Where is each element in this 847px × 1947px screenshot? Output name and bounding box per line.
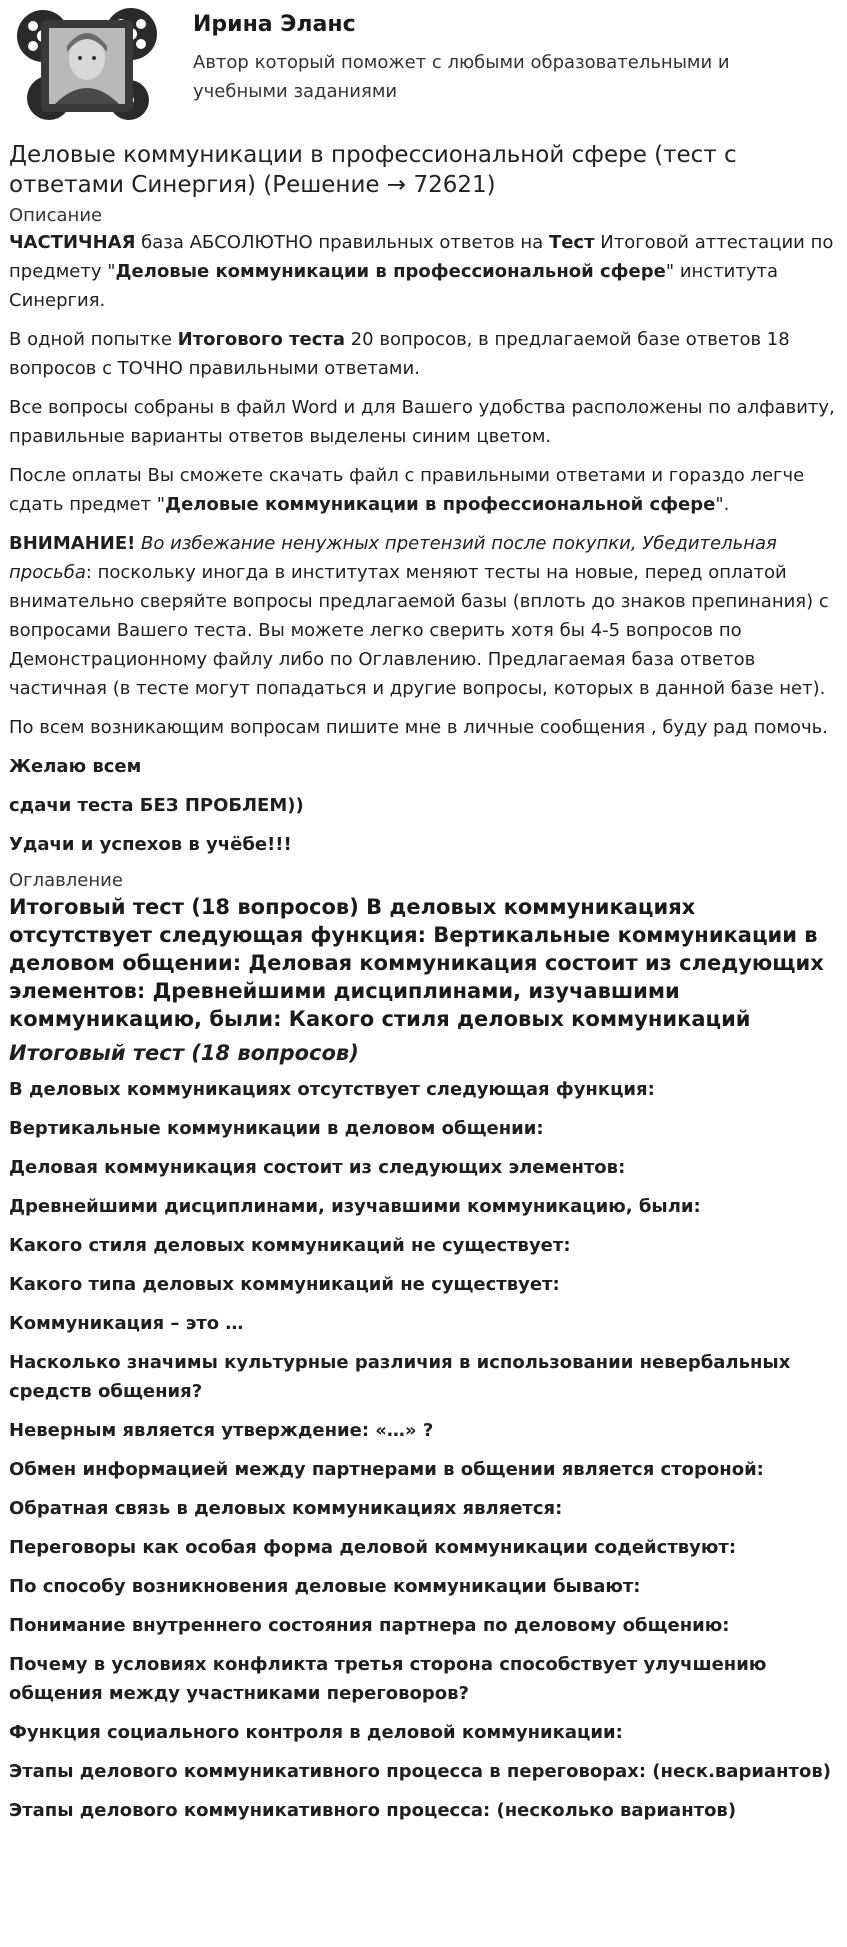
page-title: Деловые коммуникации в профессиональной сфере (тест с ответами Синергия) (Решение → 72621) [9, 142, 737, 198]
toc-question: По способу возникновения деловые коммуникации бывают: [9, 1576, 641, 1597]
description-p5-italic: Во избежание ненужных претензий после покупки, Убедительная просьба [9, 533, 777, 583]
description-p1-strong-c: Тест [548, 232, 595, 253]
description-p2-strong-b: Итогового теста [177, 329, 345, 350]
description-p1-text-f: " института Синергия. [9, 261, 779, 311]
description-p5-warning: ВНИМАНИЕ! [9, 533, 136, 554]
toc-question: Древнейшими дисциплинами, изучавшими коммуникацию, были: [9, 1196, 701, 1217]
description-p2-text-a: В одной попытке [9, 329, 178, 350]
author-block [9, 0, 838, 140]
toc-question: В деловых коммуникациях отсутствует следующая функция: [9, 1079, 655, 1100]
description-p2-text-c: 20 вопросов, в предлагаемой базе ответов 18 вопросов с ТОЧНО правильными ответами. [9, 329, 790, 379]
toc-question: Насколько значимы культурные различия в использовании невербальных средств общения? [9, 1352, 791, 1402]
toc-question: Переговоры как особая форма деловой коммуникации содействуют: [9, 1537, 737, 1558]
author-name[interactable]: Ирина Эланс [193, 12, 356, 37]
toc-question: Этапы делового коммуникативного процесса: (несколько вариантов) [9, 1800, 737, 1821]
description-paragraph-1 [9, 228, 838, 315]
toc-question: Вертикальные коммуникации в деловом общении: [9, 1118, 544, 1139]
toc-question: Коммуникация – это … [9, 1313, 244, 1334]
description-paragraph-7: Желаю всем [9, 756, 142, 777]
description-p1-strong-e: Деловые коммуникации в профессиональной сфере [115, 261, 666, 282]
toc-question: Функция социального контроля в деловой коммуникации: [9, 1722, 623, 1743]
description-paragraph-9: Удачи и успехов в учёбе!!! [9, 834, 292, 855]
description-p5-text: : поскольку иногда в институтах меняют тесты на новые, перед оплатой внимательно сверяйте вопросы предлагаемой базы (вплоть до знаков препинания) с вопросами Вашего теста. Вы можете легко сверить хотя бы 4-5 вопросов по Демонстрационному файлу либо по Оглавлению. Предлагаемая база ответов частичная (в тесте могут попадаться и другие вопросы, которых в данной базе нет). [9, 562, 829, 699]
description-p4-text-a: После оплаты Вы сможете скачать файл с правильными ответами и гораздо легче сдать предмет " [9, 465, 805, 515]
toc-question: Деловая коммуникация состоит из следующих элементов: [9, 1157, 626, 1178]
toc-question: Какого стиля деловых коммуникаций не существует: [9, 1235, 571, 1256]
author-description: Автор который поможет с любыми образовательными и учебными заданиями [193, 52, 730, 102]
toc-question: Почему в условиях конфликта третья сторона способствует улучшению общения между участниками переговоров? [9, 1654, 767, 1704]
toc-question: Понимание внутреннего состояния партнера по деловому общению: [9, 1615, 730, 1636]
description-p1-strong-a: ЧАСТИЧНАЯ [9, 232, 136, 253]
description-p1-text-b: база АБСОЛЮТНО правильных ответов на [135, 232, 549, 253]
toc-label: Оглавление [9, 870, 123, 891]
toc-subheading: Итоговый тест (18 вопросов) [9, 1041, 359, 1065]
description-paragraph-3: Все вопросы собраны в файл Word и для Вашего удобства расположены по алфавиту, правильные варианты ответов выделены синим цветом. [9, 397, 835, 447]
toc-question: Обратная связь в деловых коммуникациях является: [9, 1498, 563, 1519]
toc-question: Обмен информацией между партнерами в общении является стороной: [9, 1459, 764, 1480]
description-paragraph-6: По всем возникающим вопросам пишите мне в личные сообщения , буду рад помочь. [9, 717, 828, 738]
description-paragraph-8: сдачи теста БЕЗ ПРОБЛЕМ)) [9, 795, 304, 816]
film-reel-avatar-image [15, 6, 159, 124]
toc-heading: Итоговый тест (18 вопросов) В деловых коммуникациях отсутствует следующая функция: Вертикальные коммуникации в деловом общении: Деловая коммуникация состоит из следующих элементов: Древнейшими дисциплинами, изучавшими коммуникацию, были: Какого стиля деловых коммуникаций [9, 895, 824, 1031]
description-paragraph-5 [9, 529, 838, 703]
description-paragraph-2 [9, 325, 838, 383]
description-paragraph-4 [9, 461, 838, 519]
toc-question: Этапы делового коммуникативного процесса в переговорах: (неск.вариантов) [9, 1761, 831, 1782]
description-p4-strong-b: Деловые коммуникации в профессиональной сфере [165, 494, 716, 515]
description-p4-text-c: ". [715, 494, 730, 515]
toc-question: Какого типа деловых коммуникаций не существует: [9, 1274, 560, 1295]
description-label: Описание [9, 205, 103, 226]
toc-question: Неверным является утверждение: «…» ? [9, 1420, 434, 1441]
author-avatar[interactable] [15, 6, 159, 124]
description-p1-text-d: Итоговой аттестации по предмету " [9, 232, 834, 282]
